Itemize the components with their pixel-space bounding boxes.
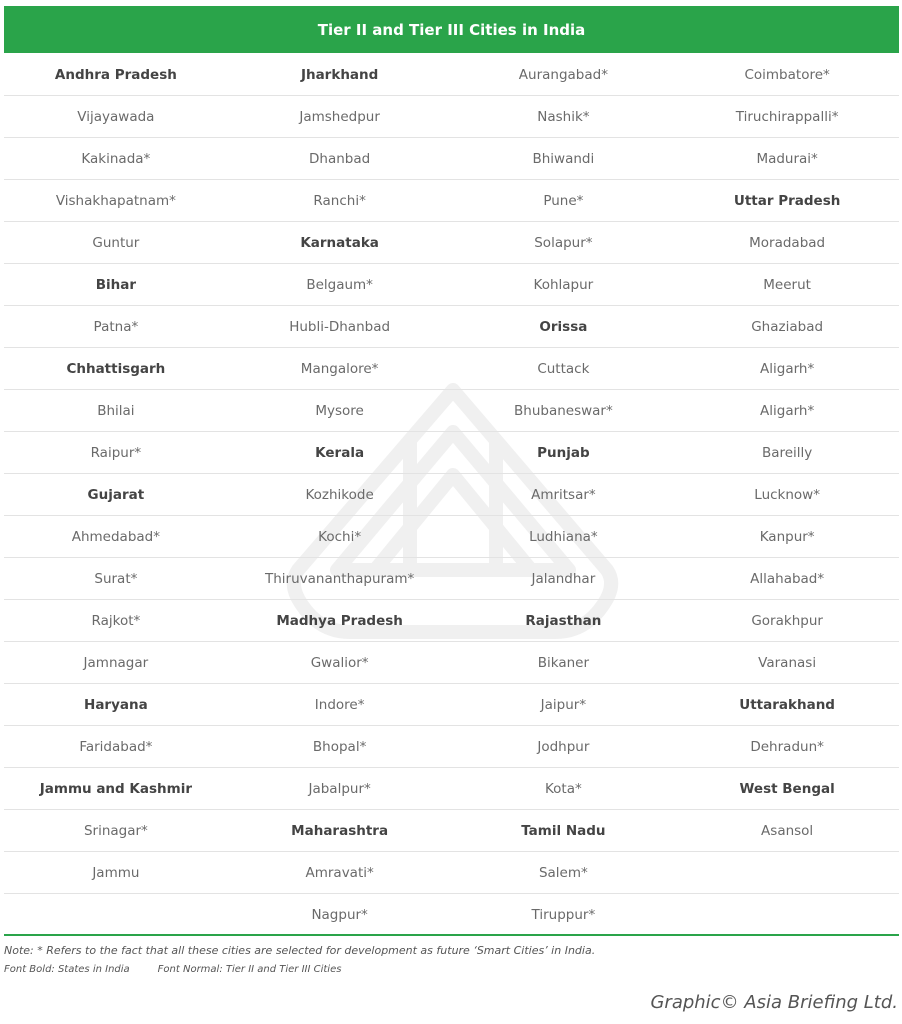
city-cell: Dhanbad (228, 138, 452, 180)
city-cell: Jalandhar (452, 558, 676, 600)
city-cell: Gwalior* (228, 642, 452, 684)
city-cell: Kohlapur (452, 264, 676, 306)
city-cell: Jabalpur* (228, 768, 452, 810)
state-cell: Chhattisgarh (4, 348, 228, 390)
city-cell: Nashik* (452, 96, 676, 138)
city-cell: Salem* (452, 852, 676, 894)
city-cell: Bhubaneswar* (452, 390, 676, 432)
state-cell: Tamil Nadu (452, 810, 676, 852)
city-cell: Aligarh* (675, 390, 899, 432)
city-cell: Kozhikode (228, 474, 452, 516)
city-cell: Thiruvananthapuram* (228, 558, 452, 600)
city-cell: Lucknow* (675, 474, 899, 516)
city-cell: Jaipur* (452, 684, 676, 726)
city-cell: Vishakhapatnam* (4, 180, 228, 222)
city-cell: Bikaner (452, 642, 676, 684)
state-cell: West Bengal (675, 768, 899, 810)
city-cell: Ludhiana* (452, 516, 676, 558)
city-cell: Surat* (4, 558, 228, 600)
state-cell: Rajasthan (452, 600, 676, 642)
city-cell: Ranchi* (228, 180, 452, 222)
city-cell: Meerut (675, 264, 899, 306)
city-cell: Tiruchirappalli* (675, 96, 899, 138)
city-cell: Bhopal* (228, 726, 452, 768)
city-cell: Faridabad* (4, 726, 228, 768)
city-cell: Bareilly (675, 432, 899, 474)
state-cell: Punjab (452, 432, 676, 474)
city-cell: Gorakhpur (675, 600, 899, 642)
city-cell: Vijayawada (4, 96, 228, 138)
city-cell: Aligarh* (675, 348, 899, 390)
city-cell: Kochi* (228, 516, 452, 558)
credit-text: Graphic© Asia Briefing Ltd. (650, 992, 898, 1013)
city-cell: Bhilai (4, 390, 228, 432)
state-cell: Madhya Pradesh (228, 600, 452, 642)
city-cell: Ghaziabad (675, 306, 899, 348)
state-cell: Orissa (452, 306, 676, 348)
city-cell: Tiruppur* (531, 906, 596, 923)
city-cell: Aurangabad* (452, 54, 676, 96)
city-cell: Guntur (4, 222, 228, 264)
city-cell: Pune* (452, 180, 676, 222)
state-cell: Jammu and Kashmir (4, 768, 228, 810)
city-cell (675, 894, 899, 935)
city-cell (675, 852, 899, 894)
cities-table (4, 54, 899, 935)
city-cell: Amritsar* (452, 474, 676, 516)
state-cell: Andhra Pradesh (4, 54, 228, 96)
city-cell: Madurai* (675, 138, 899, 180)
city-cell: Cuttack (452, 348, 676, 390)
state-cell: Kerala (228, 432, 452, 474)
city-cell: Dehradun* (675, 726, 899, 768)
city-cell: Mangalore* (228, 348, 452, 390)
city-cell: Jammu (4, 852, 228, 894)
city-cell: Srinagar* (4, 810, 228, 852)
legend-normal: Font Normal: Tier II and Tier III Cities (157, 964, 342, 975)
city-cell: Amravati* (228, 852, 452, 894)
table-title: Tier II and Tier III Cities in India (317, 20, 586, 39)
state-cell: Jharkhand (228, 54, 452, 96)
city-cell: Moradabad (675, 222, 899, 264)
city-cell: Mysore (228, 390, 452, 432)
city-cell: Kanpur* (675, 516, 899, 558)
city-cell: Belgaum* (228, 264, 452, 306)
city-cell: Rajkot* (4, 600, 228, 642)
state-cell: Gujarat (4, 474, 228, 516)
state-cell: Uttar Pradesh (675, 180, 899, 222)
state-cell: Bihar (4, 264, 228, 306)
state-cell: Uttarakhand (675, 684, 899, 726)
footnote: Note: * Refers to the fact that all these cities are selected for development as future ‘Smart Cities’ in India. (4, 944, 596, 957)
city-cell: Kota* (452, 768, 676, 810)
city-cell: Allahabad* (675, 558, 899, 600)
footer-divider (4, 934, 899, 936)
city-cell: Solapur* (452, 222, 676, 264)
state-cell: Maharashtra (228, 810, 452, 852)
font-legend (4, 964, 341, 975)
table-title-bar (4, 6, 899, 53)
city-cell: Jodhpur (452, 726, 676, 768)
state-cell: Karnataka (228, 222, 452, 264)
city-cell: Nagpur* (311, 906, 368, 923)
city-cell: Varanasi (675, 642, 899, 684)
city-cell: Raipur* (4, 432, 228, 474)
city-cell: Kakinada* (4, 138, 228, 180)
city-cell: Jamshedpur (228, 96, 452, 138)
city-cell: Coimbatore* (675, 54, 899, 96)
city-cell: Indore* (228, 684, 452, 726)
city-cell: Hubli-Dhanbad (228, 306, 452, 348)
city-cell (4, 894, 228, 935)
city-cell: Jamnagar (4, 642, 228, 684)
city-cell: Patna* (4, 306, 228, 348)
state-cell: Haryana (4, 684, 228, 726)
city-cell: Bhiwandi (452, 138, 676, 180)
legend-bold: Font Bold: States in India (4, 964, 130, 975)
city-cell: Ahmedabad* (4, 516, 228, 558)
city-cell: Asansol (675, 810, 899, 852)
